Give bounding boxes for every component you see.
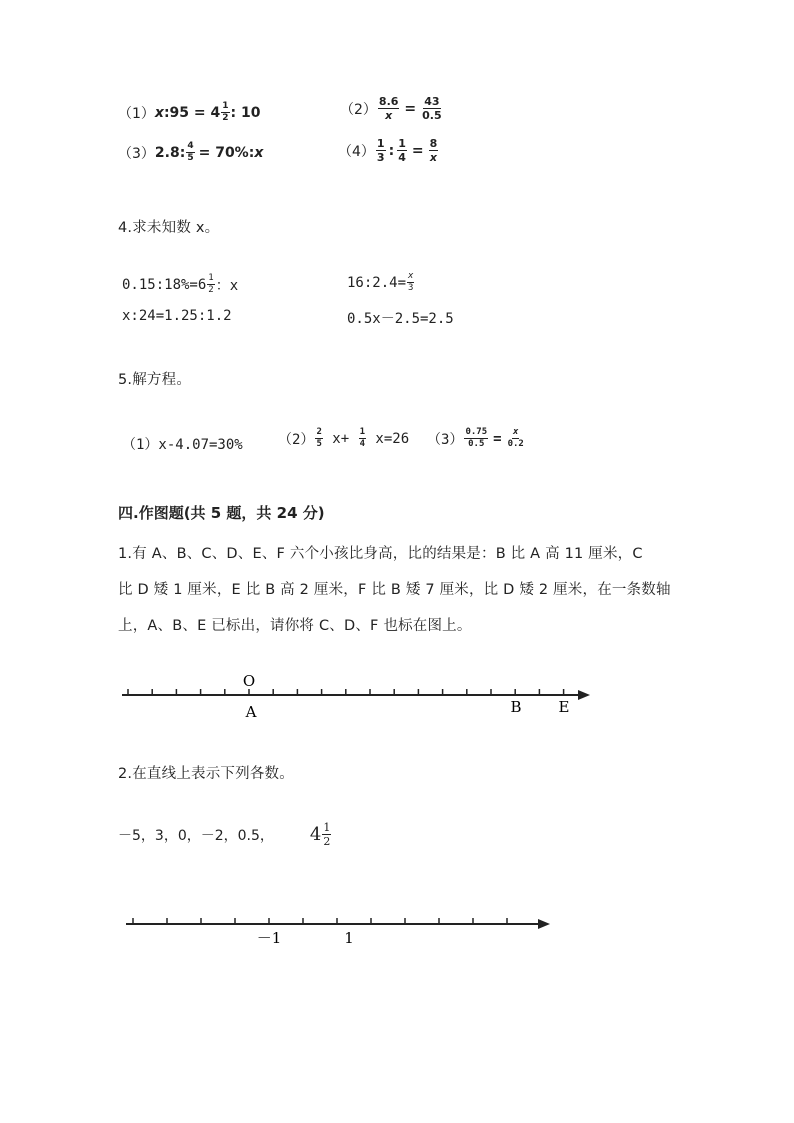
proportion-1 [118,102,261,123]
fraction: $\frac{1}{3}$ [376,137,385,164]
label-b: B [510,698,522,716]
q5-equation-2: （2） $\frac{2}{5}$ x+ $\frac{1}{4}$ x=26 [278,427,410,449]
proportion-3 [118,142,263,163]
fraction: $\frac{43}{0.5}$ [422,95,442,122]
question-4-title: 4.求未知数 x。 [118,220,220,236]
fraction: $\frac{1}{2}$ [222,101,229,123]
problem-label: （2） [340,101,377,118]
q1-text-line-3: 上，A、B、E 已标出，请你将 C、D、F 也标在图上。 [118,618,472,634]
equals: = [404,100,417,117]
expr-part: :95 = 4 [163,104,221,121]
number-line-2 [0,900,794,960]
mixed-number: 4 $\frac{1}{2}$ [309,821,331,848]
problem-label: （3） [118,145,155,162]
q4-equation-1: 0.15:18%=6 $\frac{1}{2}$ ：x [122,273,239,295]
expr-part: = 70%: [198,144,255,161]
label-pos-1: 1 [344,929,354,947]
number-line-1-arrow-icon [578,690,590,700]
fraction: $\frac{8}{x}$ [429,137,438,164]
expr-part: 2.8: [154,144,186,161]
fraction: $\frac{x}{0.2}$ [507,427,524,449]
fraction: $\frac{2}{5}$ [316,427,322,449]
number-line-2-arrow-icon [538,919,550,929]
number-line-1 [0,660,794,730]
label-o: O [242,672,256,690]
q2-numbers: －5，3，0，－2，0.5， 4 $\frac{1}{2}$ [118,821,331,848]
question-5-title: 5.解方程。 [118,372,192,388]
q4-equation-4: 0.5x－2.5=2.5 [347,311,454,327]
q2-title: 2.在直线上表示下列各数。 [118,766,294,782]
q1-text-line-2: 比 D 矮 1 厘米，E 比 B 高 2 厘米，F 比 B 矮 7 厘米，比 D 矮 2 厘米，在一条数轴 [118,582,671,598]
fraction: $\frac{1}{4}$ [398,137,406,164]
fraction: $\frac{4}{5}$ [187,141,194,163]
expr-part: : 10 [230,104,261,121]
fraction: $\frac{x}{3}$ [408,271,414,293]
fraction: $\frac{1}{2}$ [208,273,214,295]
equals: = [411,142,424,159]
proportion-2 [340,96,444,121]
q4-equation-3: x:24=1.25:1.2 [122,308,232,324]
fraction: $\frac{8.6}{x}$ [378,95,399,122]
fraction: $\frac{0.75}{0.5}$ [465,427,488,449]
label-neg-1: －1 [256,929,282,947]
fraction: $\frac{1}{4}$ [359,427,365,449]
q1-text-line-1: 1.有 A、B、C、D、E、F 六个小孩比身高，比的结果是：B 比 A 高 11 厘米，C [118,546,643,562]
label-e: E [558,698,570,716]
colon: : [388,142,395,159]
var-x: x [254,144,264,161]
section-4-heading: 四.作图题(共 5 题，共 24 分) [118,504,325,522]
problem-label: （1） [118,105,155,122]
problem-label: （4） [338,143,375,160]
proportion-4 [338,138,439,163]
label-a: A [245,703,257,721]
q4-equation-2: 16:2.4= $\frac{x}{3}$ [347,271,414,293]
q5-equation-1: （1）x-4.07=30% [122,437,243,453]
q5-equation-3: （3） $\frac{0.75}{0.5}$ = $\frac{x}{0.2}$ [427,427,524,449]
var-x: x [154,104,164,121]
